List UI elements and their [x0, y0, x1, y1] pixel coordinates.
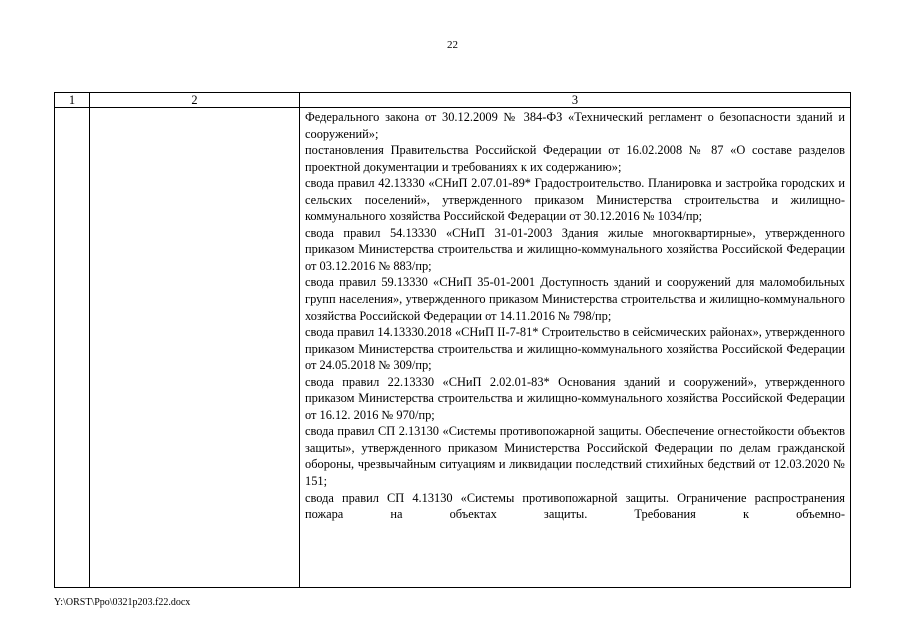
paragraph-sp-42-13330: свода правил 42.13330 «СНиП 2.07.01-89* Градостроительство. Планировка и застройка городских и сельских поселений», утвержденного приказом Министерства строительства и жилищно-коммунального хозяйства Российской Федерации от 30.12.2016 № 1034/пр;: [305, 176, 845, 224]
paragraph-sp-14-13330: свода правил 14.13330.2018 «СНиП II-7-81* Строительство в сейсмических районах», утвержденного приказом Министерства строительства и жилищно-коммунального хозяйства Российской Федерации от 24.05.2018 № 309/пр;: [305, 325, 845, 373]
column-header-1: 1: [55, 93, 90, 108]
paragraph-government-decree: постановления Правительства Российской Федерации от 16.02.2008 № 87 «О составе разделов проектной документации и требованиях к их содержанию»;: [305, 143, 845, 174]
row-cell-col2: [90, 108, 300, 588]
table-row: [55, 108, 851, 588]
page-number: 22: [447, 39, 458, 51]
paragraph-federal-law: Федерального закона от 30.12.2009 № 384-ФЗ «Технический регламент о безопасности зданий и сооружений»;: [305, 110, 845, 141]
row-cell-col1: [55, 108, 90, 588]
row-cell-col3: [300, 108, 851, 588]
column-header-3: 3: [300, 93, 851, 108]
paragraph-sp-4-13130: свода правил СП 4.13130 «Системы противопожарной защиты. Ограничение распространения пожара на объектах защиты. Требования к объемно-: [305, 490, 845, 522]
footer-file-path: Y:\ORST\Ppo\0321p203.f22.docx: [54, 597, 191, 608]
table-header-row: [55, 93, 851, 108]
paragraph-sp-2-13130: свода правил СП 2.13130 «Системы противопожарной защиты. Обеспечение огнестойкости объектов защиты», утвержденного приказом Министерства Российской Федерации по делам гражданской обороны, чрезвычайным ситуациям и ликвидации последствий стихийных бедствий от 12.03.2020 № 151;: [305, 424, 845, 489]
document-table: [54, 92, 851, 588]
paragraph-sp-54-13330: свода правил 54.13330 «СНиП 31-01-2003 Здания жилые многоквартирные», утвержденного приказом Министерства строительства и жилищно-коммунального хозяйства Российской Федерации от 03.12.2016 № 883/пр;: [305, 225, 845, 273]
paragraph-sp-22-13330: свода правил 22.13330 «СНиП 2.02.01-83* Основания зданий и сооружений», утвержденного приказом Министерства строительства и жилищно-коммунального хозяйства Российской Федерации от 16.12. 2016 № 970/пр;: [305, 374, 845, 422]
column-header-2: 2: [90, 93, 300, 108]
paragraph-sp-59-13330: свода правил 59.13330 «СНиП 35-01-2001 Доступность зданий и сооружений для маломобильных групп населения», утвержденного приказом Министерства строительства и жилищно-коммунального хозяйства Российской Федерации от 14.11.2016 № 798/пр;: [305, 275, 845, 323]
